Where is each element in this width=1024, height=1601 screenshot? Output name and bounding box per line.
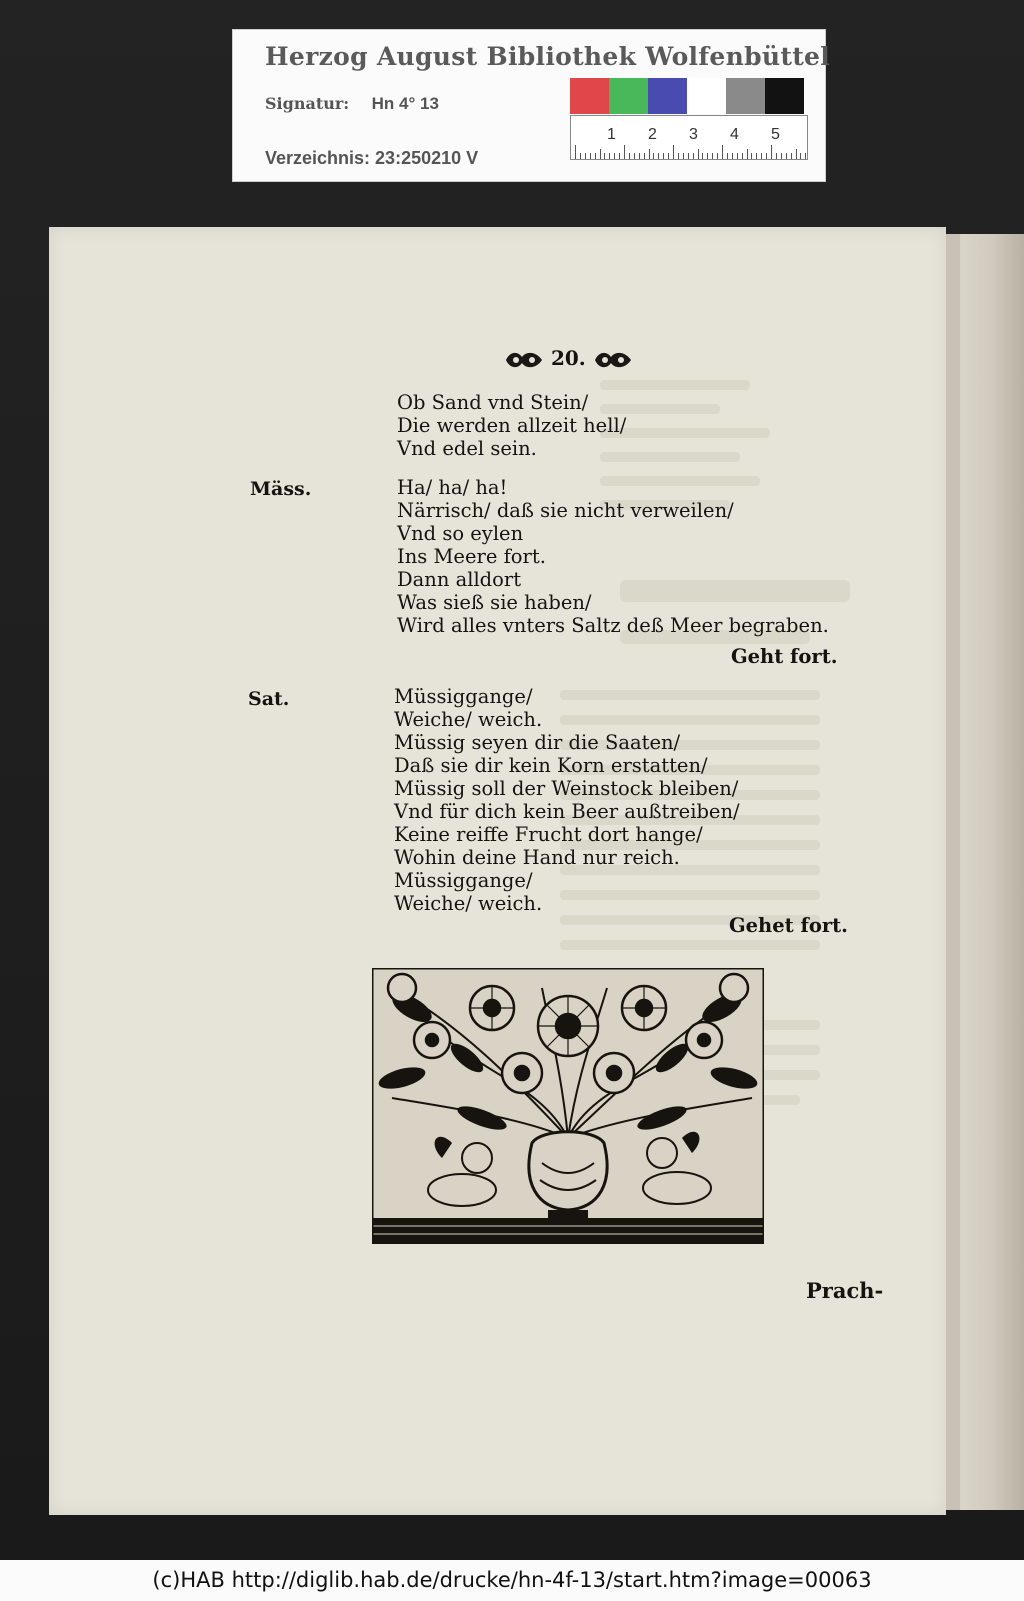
ruler-tick xyxy=(644,153,645,159)
ruler-tick xyxy=(761,153,762,159)
page-fold xyxy=(946,234,960,1510)
verse-line: Keine reiffe Frucht dort hange/ xyxy=(394,823,703,846)
ruler-tick xyxy=(722,145,723,159)
ruler-tick xyxy=(688,153,689,159)
ruler-tick xyxy=(737,153,738,159)
ruler-tick xyxy=(624,145,625,159)
ruler-tick xyxy=(712,153,713,159)
ruler-tick xyxy=(634,153,635,159)
signatur-label: Signatur: xyxy=(265,94,350,113)
ruler-tick xyxy=(747,149,748,159)
color-swatch xyxy=(609,78,648,114)
ruler-tick xyxy=(604,153,605,159)
ruler-tick xyxy=(600,149,601,159)
color-swatch xyxy=(765,78,804,114)
stage-direction: Geht fort. xyxy=(731,645,838,668)
signatur-row xyxy=(265,94,439,114)
verse-block-1 xyxy=(397,391,626,460)
ruler-mark: 3 xyxy=(689,126,698,143)
ruler-tick xyxy=(791,153,792,159)
ruler-tick xyxy=(702,153,703,159)
ruler-tick xyxy=(580,153,581,159)
verse-line: Müssiggange/ xyxy=(394,869,533,892)
ruler-tick xyxy=(805,153,806,159)
verse-line: Wird alles vnters Saltz deß Meer begraben. xyxy=(397,614,829,637)
ruler-tick xyxy=(668,153,669,159)
ruler-tick xyxy=(727,153,728,159)
color-swatch xyxy=(726,78,765,114)
ornament-left-icon xyxy=(504,349,544,371)
ruler-tick xyxy=(776,153,777,159)
ruler-tick xyxy=(585,153,586,159)
color-swatch xyxy=(648,78,687,114)
library-name: Herzog August Bibliothek Wolfenbüttel xyxy=(265,42,831,71)
ruler-tick xyxy=(698,149,699,159)
ruler-tick xyxy=(678,153,679,159)
ruler-tick xyxy=(751,153,752,159)
ruler-tick xyxy=(717,153,718,159)
ruler-tick xyxy=(781,153,782,159)
ruler-tick xyxy=(649,149,650,159)
ruler-tick xyxy=(619,153,620,159)
color-swatch xyxy=(570,78,609,114)
verse-line: Dann alldort xyxy=(397,568,522,591)
verse-line: Vnd edel sein. xyxy=(397,437,537,460)
ruler-tick xyxy=(732,153,733,159)
verse-block-2 xyxy=(397,476,829,637)
ruler-tick xyxy=(707,153,708,159)
ruler-tick xyxy=(771,145,772,159)
ruler-tick xyxy=(683,153,684,159)
ruler-tick xyxy=(595,153,596,159)
verse-line: Müssig seyen dir die Saaten/ xyxy=(394,731,681,754)
scale-ruler xyxy=(570,115,808,160)
woodcut-illustration xyxy=(372,968,764,1244)
verse-line: Ha/ ha/ ha! xyxy=(397,476,508,499)
verse-line: Daß sie dir kein Korn erstatten/ xyxy=(394,754,708,777)
catchword: Prach- xyxy=(806,1278,884,1303)
speaker-name: Sat. xyxy=(248,688,290,710)
verse-line: Was sieß sie haben/ xyxy=(397,591,592,614)
verse-line: Weiche/ weich. xyxy=(394,892,543,915)
signatur-value: Hn 4° 13 xyxy=(371,94,439,113)
verzeichnis-text: Verzeichnis: 23:250210 V xyxy=(265,148,479,168)
verse-line: Müssig soll der Weinstock bleiben/ xyxy=(394,777,739,800)
verse-line: Vnd für dich kein Beer außtreiben/ xyxy=(394,800,740,823)
color-swatch xyxy=(687,78,726,114)
page-number: 20. xyxy=(550,346,586,370)
ruler-tick xyxy=(639,153,640,159)
verse-line: Närrisch/ daß sie nicht verweilen/ xyxy=(397,499,734,522)
ornament-right-icon xyxy=(593,349,633,371)
verse-line: Ins Meere fort. xyxy=(397,545,546,568)
verse-line: Vnd so eylen xyxy=(397,522,524,545)
color-calibration-chart xyxy=(570,78,804,114)
verse-block-3 xyxy=(394,685,740,915)
ruler-tick xyxy=(575,145,576,159)
ruler-mark: 2 xyxy=(648,126,657,143)
ruler-mark: 5 xyxy=(771,126,780,143)
ruler-tick xyxy=(796,149,797,159)
ruler-mark: 1 xyxy=(607,126,616,143)
library-label xyxy=(232,29,831,182)
ruler-tick xyxy=(653,153,654,159)
ruler-mark: 4 xyxy=(730,126,739,143)
ruler-tick xyxy=(614,153,615,159)
verse-line: Wohin deine Hand nur reich. xyxy=(394,846,680,869)
ruler-tick xyxy=(658,153,659,159)
speaker-name: Mäss. xyxy=(250,478,312,500)
ruler-tick xyxy=(800,153,801,159)
ruler-tick xyxy=(629,153,630,159)
verse-line: Die werden allzeit hell/ xyxy=(397,414,627,437)
verse-line: Ob Sand vnd Stein/ xyxy=(397,391,589,414)
verse-line: Müssiggange/ xyxy=(394,685,533,708)
copyright-footer: (c)HAB http://diglib.hab.de/drucke/hn-4f-13/start.htm?image=00063 xyxy=(0,1560,1024,1601)
verse-line: Weiche/ weich. xyxy=(394,708,543,731)
ruler-tick xyxy=(756,153,757,159)
ruler-tick xyxy=(609,153,610,159)
page-header xyxy=(504,346,633,371)
ruler-tick xyxy=(766,153,767,159)
ruler-tick xyxy=(742,153,743,159)
ruler-tick xyxy=(673,145,674,159)
ruler-tick xyxy=(693,153,694,159)
ruler-tick xyxy=(590,153,591,159)
stage-direction: Gehet fort. xyxy=(729,914,848,937)
ruler-tick xyxy=(786,153,787,159)
ruler-tick xyxy=(663,153,664,159)
